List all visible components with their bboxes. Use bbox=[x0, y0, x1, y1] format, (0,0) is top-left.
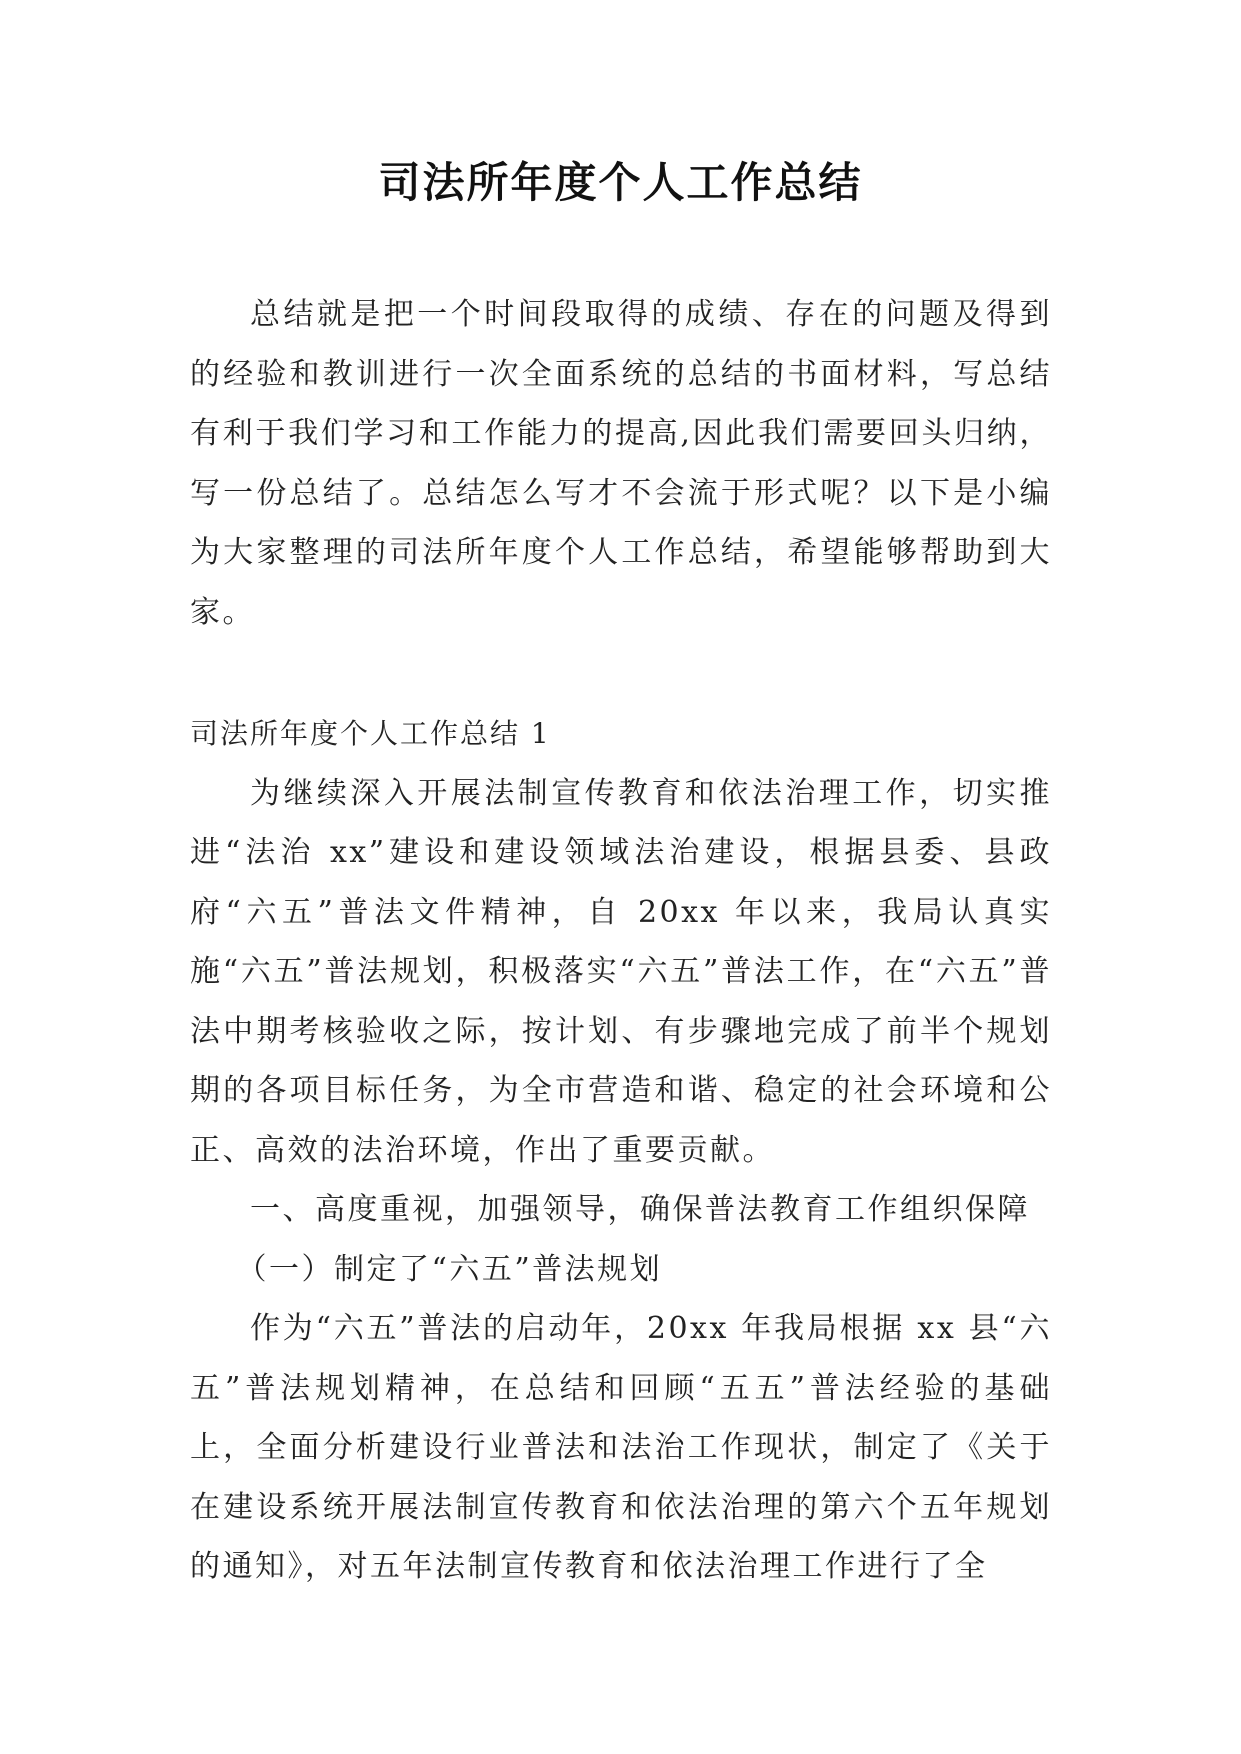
subheading-1: （一）制定了“六五”普法规划 bbox=[236, 1251, 663, 1287]
document-body bbox=[190, 285, 1052, 1597]
body-paragraph-1: 为继续深入开展法制宣传教育和依法治理工作，切实推进“法治 xx”建设和建设领域法治建设，根据县委、县政府“六五”普法文件精神，自 20xx 年以来，我局认真实施“六五”普法规划，积极落实“六五”普法工作，在“六五”普法中期考核验收之际，按计划、有步骤地完成了前半个规划期的各项目标任务，为全市营造和谐、稳定的社会环境和公正、高效的法治环境，作出了重要贡献。 bbox=[190, 775, 1052, 1168]
heading-1: 一、高度重视，加强领导，确保普法教育工作组织保障 bbox=[250, 1192, 1030, 1227]
body-paragraph-2: 作为“六五”普法的启动年，20xx 年我局根据 xx 县“六五”普法规划精神，在总结和回顾“五五”普法经验的基础上，全面分析建设行业普法和法治工作现状，制定了《关于在建设系统开展法制宣传教育和依法治理的第六个五年规划的通知》，对五年法制宣传教育和依法治理工作进行了全 bbox=[190, 1311, 1052, 1584]
document-title: 司法所年度个人工作总结 bbox=[378, 158, 863, 207]
section-title: 司法所年度个人工作总结 1 bbox=[190, 717, 551, 750]
intro-paragraph: 总结就是把一个时间段取得的成绩、存在的问题及得到的经验和教训进行一次全面系统的总结的书面材料，写总结有利于我们学习和工作能力的提高,因此我们需要回头归纳，写一份总结了。总结怎么写才不会流于形式呢？以下是小编为大家整理的司法所年度个人工作总结，希望能够帮助到大家。 bbox=[190, 297, 1052, 630]
